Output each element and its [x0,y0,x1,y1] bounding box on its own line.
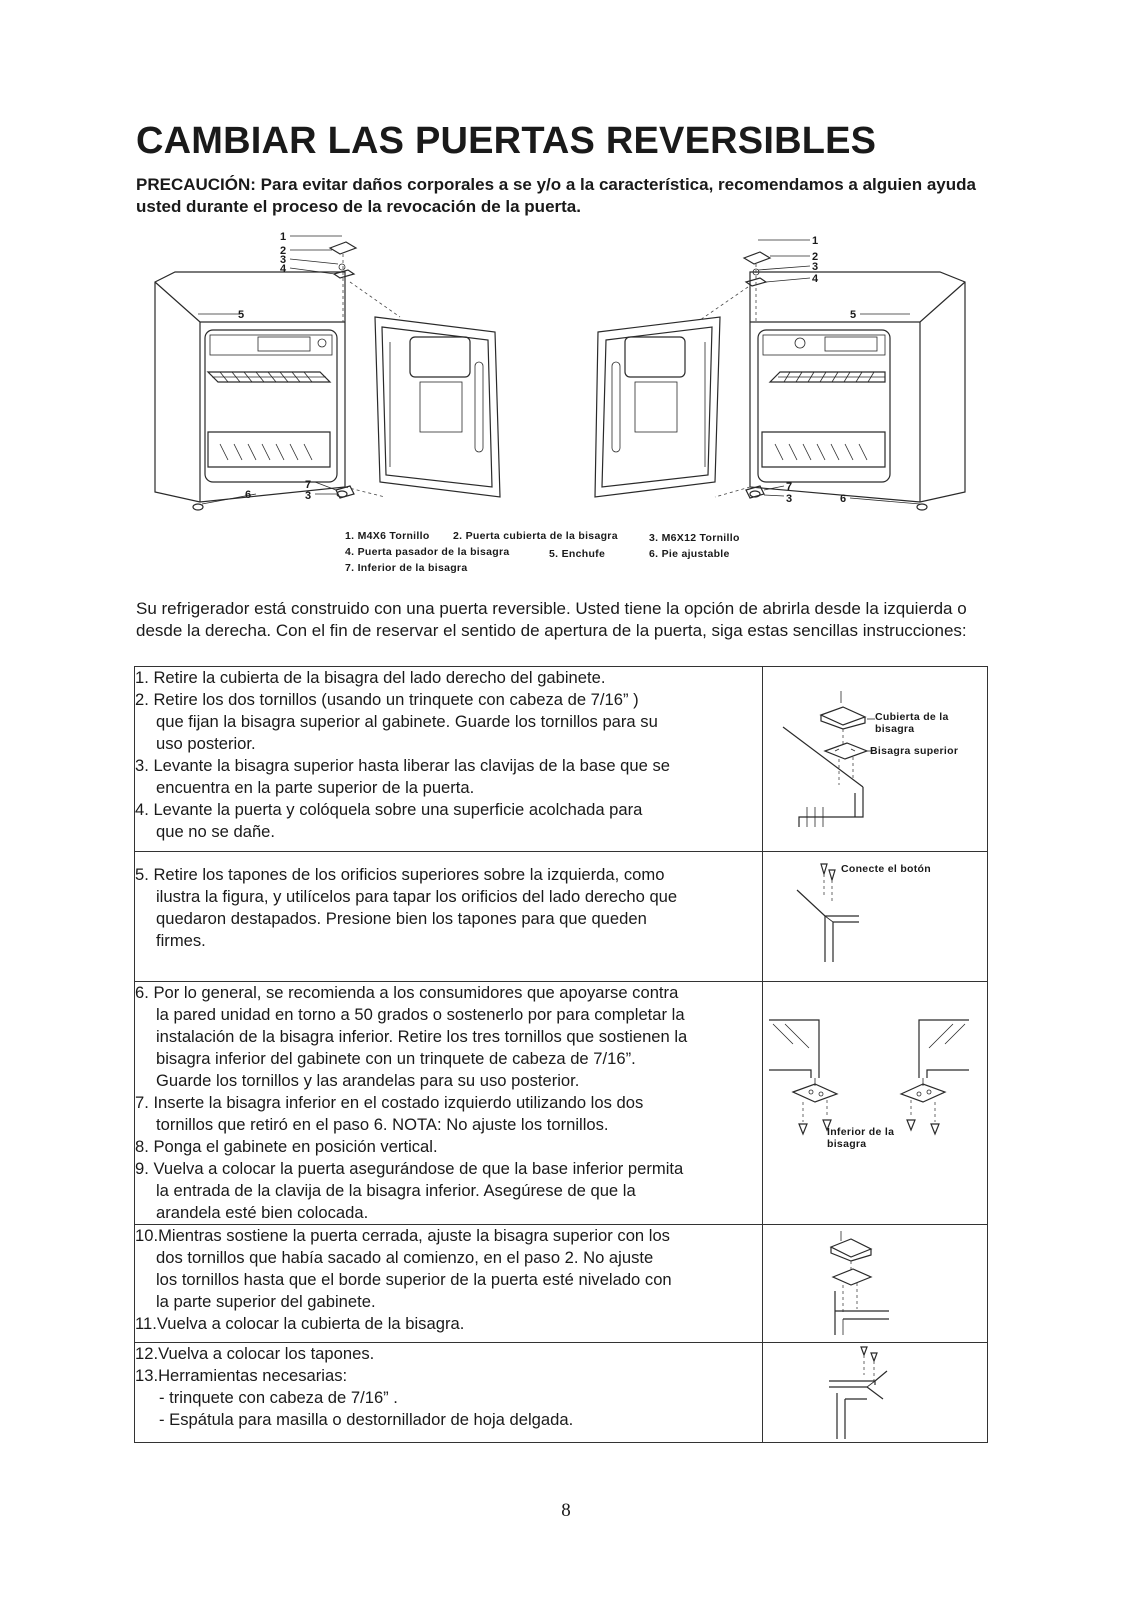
step-line: 5. Retire los tapones de los orificios superiores sobre la izquierda, como [135,865,665,884]
step-line: - Espátula para masilla o destornillador de hoja delgada. [159,1410,574,1429]
table-row [135,1343,988,1443]
replace-plugs-illustration [763,1343,987,1443]
table-row [135,852,988,982]
top-hinge-figure [763,667,988,852]
bottom-hinge-illustration [763,982,987,1218]
plug-button-figure [763,852,988,982]
left-cabinet-drawing [155,272,347,510]
left-top-hinge-parts [330,242,400,498]
steps-10-11 [135,1225,763,1343]
step-line: 1. Retire la cubierta de la bisagra del lado derecho del gabinete. [135,668,606,687]
step-line: bisagra inferior del gabinete con un trinquete de cabeza de 7/16”. [156,1049,636,1068]
callout-4-right: 4 [812,273,819,285]
step-line: arandela esté bien colocada. [156,1203,369,1222]
step-line: 12.Vuelva a colocar los tapones. [135,1344,375,1363]
legend-item-2: 2. Puerta cubierta de la bisagra [453,530,618,542]
callout-2-right: 2 [812,251,819,263]
legend-item-6: 6. Pie ajustable [649,548,730,560]
table-row [135,982,988,1225]
callout-6-left: 6 [245,489,252,501]
callout-6-right: 6 [840,493,847,505]
step-line: 4. Levante la puerta y colóquela sobre una superficie acolchada para [135,800,643,819]
callout-3-left-bottom: 3 [305,490,312,502]
step-line: encuentra en la parte superior de la puerta. [156,778,475,797]
step-line: 9. Vuelva a colocar la puerta asegurándose de que la base inferior permita [135,1159,684,1178]
legend-item-1: 1. M4X6 Tornillo [345,530,430,542]
legend-item-5: 5. Enchufe [549,548,606,560]
step-line: la pared unidad en torno a 50 grados o sostenerlo por para completar la [156,1005,685,1024]
step-line: dos tornillos que había sacado al comienzo, en el paso 2. No ajuste [156,1248,654,1267]
replace-plugs-figure [763,1343,988,1443]
step-line: quedaron destapados. Presione bien los tapones para que queden [156,909,647,928]
callout-5-right: 5 [850,309,857,321]
fridge-exploded-illustration [150,232,970,512]
step-line: que no se dañe. [156,822,276,841]
step-line: los tornillos hasta que el borde superior de la puerta esté nivelado con [156,1270,672,1289]
left-door-drawing [375,317,500,497]
callout-4-left: 4 [280,263,287,275]
step-line: uso posterior. [156,734,256,753]
reinstall-hinge-figure [763,1225,988,1343]
bottom-hinge-figure [763,982,988,1225]
caution-text: PRECAUCIÓN: Para evitar daños corporales a se y/o a la característica, recomendamos a alguien ayuda usted durante el proceso de la revocación de la puerta. [136,175,976,216]
step-line: Guarde los tornillos y las arandelas para su uso posterior. [156,1071,580,1090]
bottom-hinge-label: Inferior de la bisagra [827,1126,895,1150]
right-door-drawing [595,317,720,497]
callout-7-left: 7 [305,479,312,491]
top-hinge-illustration [763,667,987,852]
callout-1-left: 1 [280,231,287,243]
step-line: 2. Retire los dos tornillos (usando un trinquete con cabeza de 7/16” ) [135,690,639,709]
step-line: tornillos que retiró en el paso 6. NOTA: No ajuste los tornillos. [156,1115,609,1134]
step-line: 11.Vuelva a colocar la cubierta de la bisagra. [135,1314,465,1333]
legend-item-7: 7. Inferior de la bisagra [345,562,468,574]
hinge-cover-label: Cubierta de la bisagra [875,711,949,735]
parts-legend [345,530,825,578]
plug-button-label: Conecte el botón [841,863,931,875]
step-line: la parte superior del gabinete. [156,1292,376,1311]
right-cabinet-drawing [750,272,965,510]
steps-1-4 [135,667,763,852]
callout-3-right-bottom: 3 [786,493,793,505]
callout-3-left: 3 [280,254,287,266]
table-row [135,1225,988,1343]
steps-6-9 [135,982,763,1225]
callout-5-left: 5 [238,309,245,321]
page-title: CAMBIAR LAS PUERTAS REVERSIBLES [136,120,877,162]
step-line: 7. Inserte la bisagra inferior en el costado izquierdo utilizando los dos [135,1093,644,1112]
step-line: 6. Por lo general, se recomienda a los consumidores que apoyarse contra [135,983,679,1002]
step-line: que fijan la bisagra superior al gabinete. Guarde los tornillos para su [156,712,658,731]
step-line: instalación de la bisagra inferior. Retire los tres tornillos que sostienen la [156,1027,688,1046]
callout-7-right: 7 [786,481,793,493]
legend-item-4: 4. Puerta pasador de la bisagra [345,546,510,558]
step-line: - trinquete con cabeza de 7/16” . [159,1388,398,1407]
step-line: la entrada de la clavija de la bisagra inferior. Asegúrese de que la [156,1181,636,1200]
step-line: 3. Levante la bisagra superior hasta liberar las clavijas de la base que se [135,756,671,775]
step-line: firmes. [156,931,206,950]
reversible-door-diagram [150,232,970,512]
page-number: 8 [561,1500,571,1521]
step-line: 8. Ponga el gabinete en posición vertical. [135,1137,438,1156]
top-hinge-label: Bisagra superior [870,745,959,757]
intro-text: Su refrigerador está construido con una puerta reversible. Usted tiene la opción de abrirla desde la izquierda o desde la derecha. Con el fin de reservar el sentido de apertura de la puerta, siga estas sencillas instrucciones: [136,599,967,640]
table-row [135,667,988,852]
legend-item-3: 3. M6X12 Tornillo [649,532,740,544]
step-line: 13.Herramientas necesarias: [135,1366,348,1385]
callout-2-left: 2 [280,245,287,257]
steps-12-13 [135,1343,763,1443]
callout-1-right: 1 [812,235,819,247]
step-line: ilustra la figura, y utilícelos para tapar los orificios del lado derecho que [156,887,678,906]
step-line: 10.Mientras sostiene la puerta cerrada, ajuste la bisagra superior con los [135,1226,670,1245]
reinstall-hinge-illustration [763,1225,987,1343]
instructions-table [134,666,988,1443]
callout-3-right: 3 [812,261,819,273]
step-5 [135,852,763,982]
